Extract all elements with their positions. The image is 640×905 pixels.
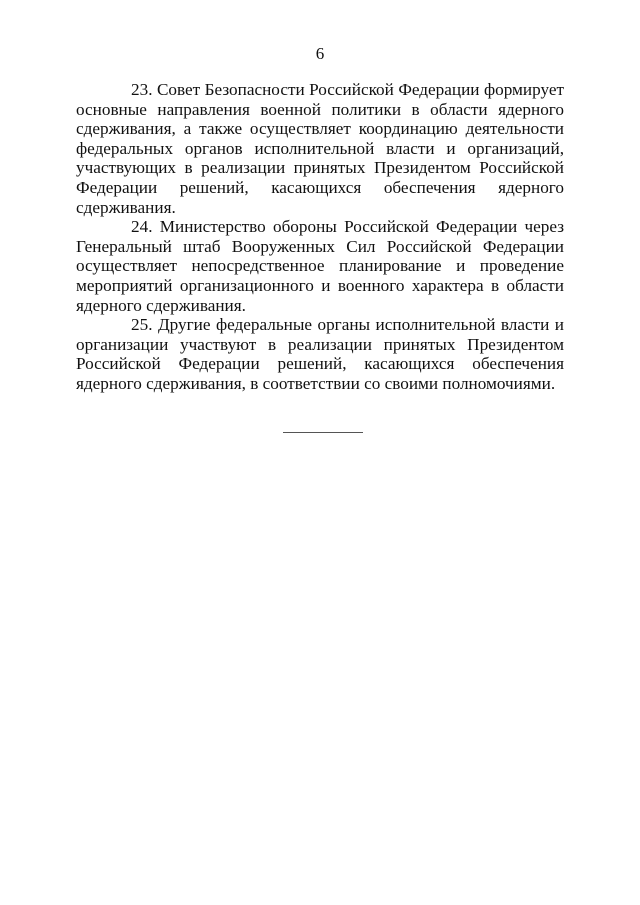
- paragraph-23: 23. Совет Безопасности Российской Федерации формирует основные направления военной политики в области ядерного сдерживания, а также осуществляет координацию деятельности федеральных органов исполнительной власти и организаций, участвующих в реализации принятых Президентом Российской Федерации решений, касающихся обеспечения ядерного сдерживания.: [76, 80, 564, 217]
- page-number: 6: [315, 44, 325, 63]
- paragraph-25: 25. Другие федеральные органы исполнительной власти и организации участвуют в реализации принятых Президентом Российской Федерации решений, касающихся обеспечения ядерного сдерживания, в соответствии со своими полномочиями.: [76, 315, 564, 393]
- document-body: [76, 80, 564, 394]
- end-of-section-divider: [283, 432, 363, 433]
- paragraph-24: 24. Министерство обороны Российской Федерации через Генеральный штаб Вооруженных Сил Российской Федерации осуществляет непосредственное планирование и проведение мероприятий организационного и военного характера в области ядерного сдерживания.: [76, 217, 564, 315]
